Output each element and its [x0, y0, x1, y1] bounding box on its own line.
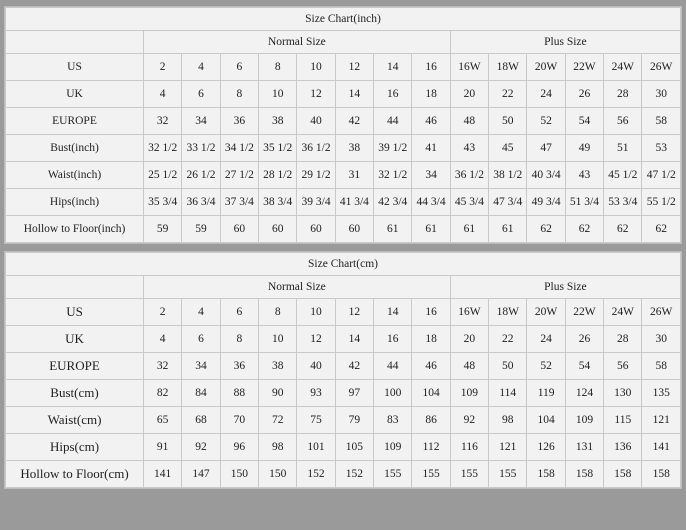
cell: 26W: [642, 54, 681, 81]
cell: 20: [450, 81, 488, 108]
cell: 10: [297, 299, 335, 326]
title-row: [6, 8, 681, 31]
cell: 45: [489, 135, 527, 162]
cell: 38 1/2: [489, 162, 527, 189]
cell: 24: [527, 81, 565, 108]
cell: 22W: [565, 54, 603, 81]
cell: 158: [527, 461, 565, 488]
cell: 36 1/2: [297, 135, 335, 162]
cell: 22W: [565, 299, 603, 326]
cell: 93: [297, 380, 335, 407]
cell: 40: [297, 108, 335, 135]
cell: 51: [604, 135, 642, 162]
corner-blank-cell: [6, 31, 144, 54]
cell: 112: [412, 434, 450, 461]
cell: 98: [489, 407, 527, 434]
cell: 53: [642, 135, 681, 162]
cell: 40 3/4: [527, 162, 565, 189]
chart-title: Size Chart(inch): [6, 8, 681, 31]
cell: 38 3/4: [259, 189, 297, 216]
cell: 45 1/2: [604, 162, 642, 189]
cell: 50: [489, 353, 527, 380]
cell: 152: [335, 461, 373, 488]
cell: 24W: [604, 54, 642, 81]
table-row: [6, 326, 681, 353]
size-chart-inch: [4, 6, 682, 244]
cell: 98: [259, 434, 297, 461]
cell: 12: [297, 81, 335, 108]
row-label: Hollow to Floor(inch): [6, 216, 144, 243]
cell: 12: [297, 326, 335, 353]
cell: 14: [374, 299, 412, 326]
cell: 10: [259, 326, 297, 353]
cell: 114: [489, 380, 527, 407]
cell: 53 3/4: [604, 189, 642, 216]
cell: 10: [297, 54, 335, 81]
cell: 28: [604, 81, 642, 108]
cell: 32: [144, 353, 182, 380]
cell: 70: [220, 407, 258, 434]
row-label: Waist(inch): [6, 162, 144, 189]
cell: 55 1/2: [642, 189, 681, 216]
cell: 36: [220, 353, 258, 380]
cell: 39 1/2: [374, 135, 412, 162]
cell: 152: [297, 461, 335, 488]
cell: 34: [182, 353, 220, 380]
cell: 26: [565, 326, 603, 353]
cell: 60: [335, 216, 373, 243]
cell: 68: [182, 407, 220, 434]
cell: 47 1/2: [642, 162, 681, 189]
cell: 42 3/4: [374, 189, 412, 216]
cell: 91: [144, 434, 182, 461]
cell: 24: [527, 326, 565, 353]
cell: 100: [374, 380, 412, 407]
cell: 38: [335, 135, 373, 162]
cell: 130: [604, 380, 642, 407]
cell: 28: [604, 326, 642, 353]
cell: 20W: [527, 299, 565, 326]
row-label: UK: [6, 81, 144, 108]
group-header-row: [6, 276, 681, 299]
cell: 61: [374, 216, 412, 243]
chart-title: Size Chart(cm): [6, 253, 681, 276]
cell: 30: [642, 81, 681, 108]
cell: 43: [450, 135, 488, 162]
title-row: [6, 253, 681, 276]
cell: 147: [182, 461, 220, 488]
table-row: [6, 299, 681, 326]
cell: 14: [335, 81, 373, 108]
cell: 32 1/2: [374, 162, 412, 189]
row-label: US: [6, 54, 144, 81]
cell: 54: [565, 108, 603, 135]
row-label: Hips(cm): [6, 434, 144, 461]
cell: 6: [182, 81, 220, 108]
cell: 48: [450, 108, 488, 135]
cell: 2: [144, 299, 182, 326]
cell: 4: [144, 81, 182, 108]
cell: 16W: [450, 54, 488, 81]
cell: 10: [259, 81, 297, 108]
cell: 12: [335, 54, 373, 81]
cell: 38: [259, 353, 297, 380]
cell: 155: [450, 461, 488, 488]
cell: 65: [144, 407, 182, 434]
cell: 96: [220, 434, 258, 461]
cell: 61: [450, 216, 488, 243]
cell: 26: [565, 81, 603, 108]
cell: 158: [565, 461, 603, 488]
cell: 36 1/2: [450, 162, 488, 189]
cell: 16: [412, 299, 450, 326]
cell: 14: [335, 326, 373, 353]
cell: 34: [412, 162, 450, 189]
cell: 59: [144, 216, 182, 243]
cell: 47 3/4: [489, 189, 527, 216]
cell: 79: [335, 407, 373, 434]
cell: 105: [335, 434, 373, 461]
cell: 22: [489, 326, 527, 353]
cell: 14: [374, 54, 412, 81]
cell: 6: [182, 326, 220, 353]
cell: 60: [297, 216, 335, 243]
cell: 34: [182, 108, 220, 135]
size-table-cm: [5, 252, 681, 488]
group-plus-size: Plus Size: [450, 31, 680, 54]
cell: 24W: [604, 299, 642, 326]
cell: 42: [335, 353, 373, 380]
cell: 40: [297, 353, 335, 380]
table-row: [6, 189, 681, 216]
cell: 41: [412, 135, 450, 162]
cell: 121: [642, 407, 681, 434]
cell: 35 1/2: [259, 135, 297, 162]
cell: 50: [489, 108, 527, 135]
cell: 34 1/2: [220, 135, 258, 162]
cell: 20W: [527, 54, 565, 81]
cell: 109: [374, 434, 412, 461]
cell: 49: [565, 135, 603, 162]
cell: 60: [220, 216, 258, 243]
cell: 44: [374, 108, 412, 135]
cell: 18W: [489, 54, 527, 81]
row-label: Hips(inch): [6, 189, 144, 216]
cell: 97: [335, 380, 373, 407]
table-row: [6, 162, 681, 189]
table-row: [6, 216, 681, 243]
cell: 46: [412, 108, 450, 135]
cell: 8: [259, 299, 297, 326]
cell: 44: [374, 353, 412, 380]
cell: 8: [220, 326, 258, 353]
cell: 51 3/4: [565, 189, 603, 216]
cell: 39 3/4: [297, 189, 335, 216]
table-row: [6, 81, 681, 108]
cell: 155: [489, 461, 527, 488]
cell: 141: [642, 434, 681, 461]
cell: 124: [565, 380, 603, 407]
cell: 62: [527, 216, 565, 243]
row-label: US: [6, 299, 144, 326]
cell: 155: [374, 461, 412, 488]
cell: 8: [259, 54, 297, 81]
cell: 75: [297, 407, 335, 434]
cell: 8: [220, 81, 258, 108]
cell: 58: [642, 353, 681, 380]
cell: 32: [144, 108, 182, 135]
size-chart-cm: [4, 251, 682, 489]
cell: 16: [374, 81, 412, 108]
row-label: Hollow to Floor(cm): [6, 461, 144, 488]
cell: 109: [450, 380, 488, 407]
row-label: EUROPE: [6, 353, 144, 380]
cell: 35 3/4: [144, 189, 182, 216]
cell: 62: [642, 216, 681, 243]
cell: 48: [450, 353, 488, 380]
cell: 18: [412, 326, 450, 353]
group-normal-size: Normal Size: [144, 31, 451, 54]
cell: 16W: [450, 299, 488, 326]
cell: 45 3/4: [450, 189, 488, 216]
cell: 6: [220, 299, 258, 326]
table-row: [6, 108, 681, 135]
cell: 26W: [642, 299, 681, 326]
cell: 30: [642, 326, 681, 353]
table-row: [6, 434, 681, 461]
cell: 58: [642, 108, 681, 135]
cell: 16: [412, 54, 450, 81]
cell: 155: [412, 461, 450, 488]
cell: 90: [259, 380, 297, 407]
cell: 60: [259, 216, 297, 243]
cell: 150: [220, 461, 258, 488]
cell: 158: [642, 461, 681, 488]
cell: 83: [374, 407, 412, 434]
cell: 62: [604, 216, 642, 243]
cell: 46: [412, 353, 450, 380]
cell: 4: [144, 326, 182, 353]
cell: 86: [412, 407, 450, 434]
cell: 62: [565, 216, 603, 243]
cell: 131: [565, 434, 603, 461]
table-row: [6, 54, 681, 81]
cell: 22: [489, 81, 527, 108]
cell: 88: [220, 380, 258, 407]
row-label: UK: [6, 326, 144, 353]
cell: 52: [527, 108, 565, 135]
cell: 49 3/4: [527, 189, 565, 216]
cell: 18: [412, 81, 450, 108]
cell: 116: [450, 434, 488, 461]
table-row: [6, 407, 681, 434]
table-row: [6, 461, 681, 488]
cell: 61: [412, 216, 450, 243]
cell: 20: [450, 326, 488, 353]
cell: 56: [604, 353, 642, 380]
cell: 59: [182, 216, 220, 243]
cell: 52: [527, 353, 565, 380]
cell: 92: [182, 434, 220, 461]
group-normal-size: Normal Size: [144, 276, 451, 299]
cell: 18W: [489, 299, 527, 326]
cell: 141: [144, 461, 182, 488]
row-label: EUROPE: [6, 108, 144, 135]
cell: 4: [182, 299, 220, 326]
cell: 61: [489, 216, 527, 243]
cell: 27 1/2: [220, 162, 258, 189]
row-label: Bust(cm): [6, 380, 144, 407]
cell: 32 1/2: [144, 135, 182, 162]
cell: 82: [144, 380, 182, 407]
size-table-inch: [5, 7, 681, 243]
cell: 109: [565, 407, 603, 434]
cell: 12: [335, 299, 373, 326]
cell: 101: [297, 434, 335, 461]
cell: 28 1/2: [259, 162, 297, 189]
cell: 4: [182, 54, 220, 81]
cell: 47: [527, 135, 565, 162]
cell: 25 1/2: [144, 162, 182, 189]
table-row: [6, 135, 681, 162]
cell: 54: [565, 353, 603, 380]
table-row: [6, 353, 681, 380]
cell: 136: [604, 434, 642, 461]
cell: 6: [220, 54, 258, 81]
group-header-row: [6, 31, 681, 54]
cell: 121: [489, 434, 527, 461]
cell: 92: [450, 407, 488, 434]
cell: 115: [604, 407, 642, 434]
cell: 29 1/2: [297, 162, 335, 189]
cell: 36: [220, 108, 258, 135]
cell: 2: [144, 54, 182, 81]
cell: 37 3/4: [220, 189, 258, 216]
cell: 38: [259, 108, 297, 135]
cell: 26 1/2: [182, 162, 220, 189]
cell: 42: [335, 108, 373, 135]
cell: 150: [259, 461, 297, 488]
cell: 16: [374, 326, 412, 353]
cell: 36 3/4: [182, 189, 220, 216]
cell: 135: [642, 380, 681, 407]
cell: 126: [527, 434, 565, 461]
table-row: [6, 380, 681, 407]
cell: 33 1/2: [182, 135, 220, 162]
cell: 104: [412, 380, 450, 407]
cell: 31: [335, 162, 373, 189]
corner-blank-cell: [6, 276, 144, 299]
cell: 104: [527, 407, 565, 434]
cell: 43: [565, 162, 603, 189]
cell: 158: [604, 461, 642, 488]
cell: 41 3/4: [335, 189, 373, 216]
cell: 119: [527, 380, 565, 407]
cell: 72: [259, 407, 297, 434]
cell: 84: [182, 380, 220, 407]
cell: 56: [604, 108, 642, 135]
row-label: Bust(inch): [6, 135, 144, 162]
group-plus-size: Plus Size: [450, 276, 680, 299]
row-label: Waist(cm): [6, 407, 144, 434]
cell: 44 3/4: [412, 189, 450, 216]
